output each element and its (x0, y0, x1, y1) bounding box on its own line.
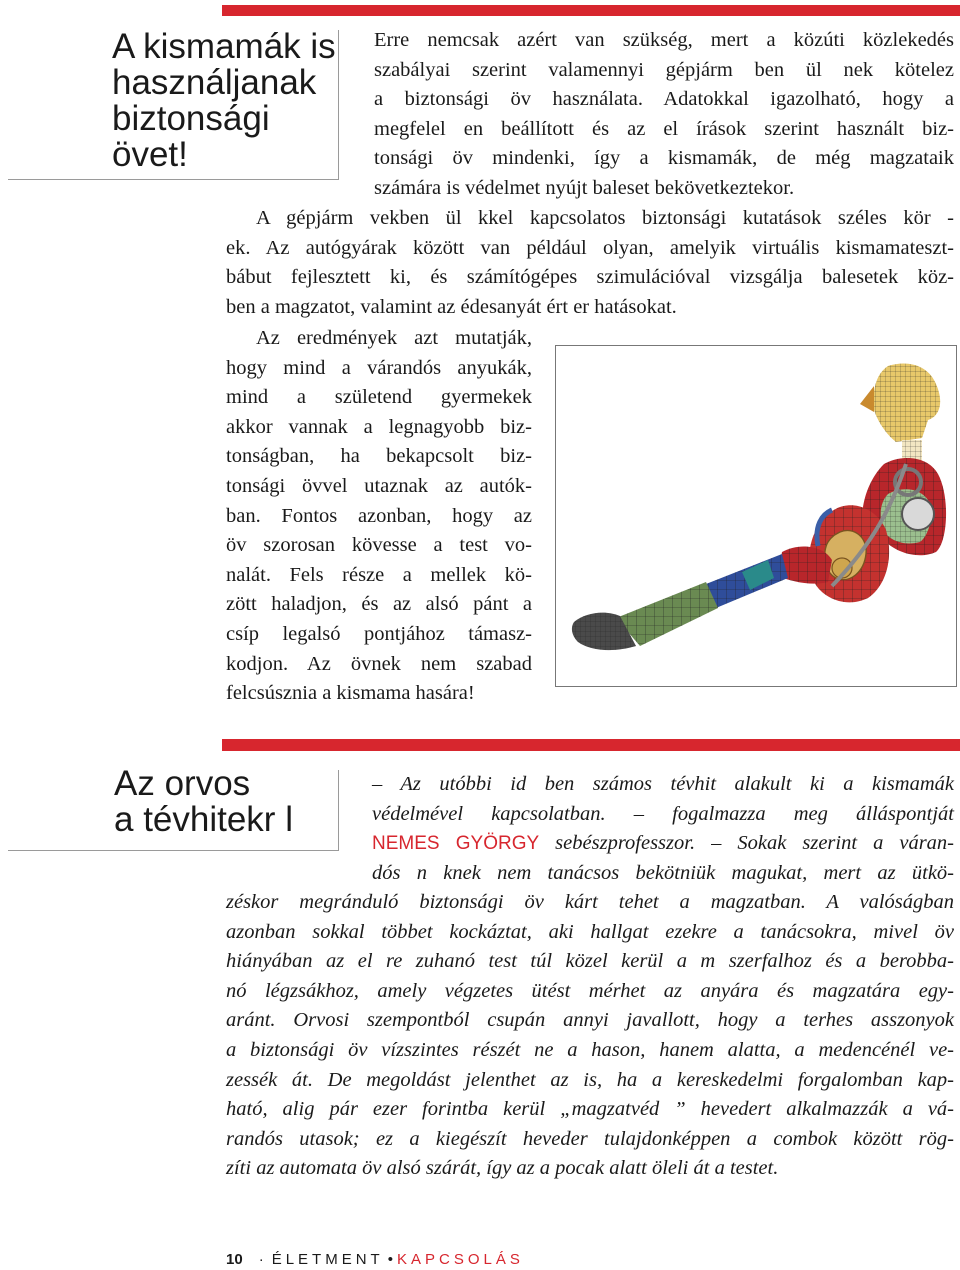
top-accent-bar (222, 5, 960, 16)
heading-1-vrule (338, 30, 339, 180)
article-heading-2: Az orvos a tévhitekr l (114, 764, 293, 839)
footer-separator: · (258, 1251, 264, 1268)
results-paragraph: Az eredmények azt mutatják, hogy mind a várandós anyukák, mind a születend gyermekek akkor vannak a legnagyobb biz- tonságban, ha bekapcsolt biz- tonsági övvel utaznak az autók- ban. Fontos azonban, hogy az öv szorosan kövesse a test vo- nalát. Fels része a mellek kö- zött haladjon, és az alsó pánt a csíp legalsó pontjához támasz- kodjon. Az övnek nem szabad felcsúsznia a kismama hasára! (226, 327, 532, 705)
intro-paragraph: Erre nemcsak azért van szükség, mert a közúti közlekedés szabályai szerint valamennyi gépjárm ben ül nek kötelez a biztonsági öv használata. Adatokkal igazolható, hogy a megfelel en beállított és az el írások szerint használt biz- tonsági öv mindenki, így a kismamák, de még magzataik számára is védelmet nyújt baleset bekövetkeztekor. (374, 29, 954, 199)
interview-paragraph-body: zéskor megránduló biztonsági öv kárt tehet a magzatban. A valóságban azonban sokkal többet kockáztat, aki hallgat ezekre a tanácsokra, mivel öv hiányában az el re zuhanó test túl közel kerül a m szerfalhoz és a berobba- nó légzsákhoz, amely végzetes ütést mérhet az anyára és magzatára egy- aránt. Orvosi szempontból csupán annyi javallott, hogy a terhes asszonyok a biztonsági öv vízszintes részét ne a hason, hanem alatta, a medencénél ve- zessék át. De megoldást jelenthet az is, ha a kereskedelmi forgalomban kap- ható, alig pár ezer forintba kerül „magzatvéd ” hevedert alkalmazzák a vá- randós utasok; ez a kiegészít heveder tulajdonképpen a combok között rög- zíti az automata öv alsó szárát, így az a pocak alatt öleli át a testet. (226, 891, 954, 1180)
magazine-name: ÉLETMENT (271, 1251, 384, 1268)
surgeon-name: NEMES GYÖRGY (372, 833, 540, 855)
heading-2-vrule (338, 770, 339, 851)
virtual-pregnant-dummy-illustration (556, 346, 956, 686)
heading-1-rule (8, 179, 338, 180)
article-heading-1: A kismamák is használjanak biztonsági övet! (112, 27, 336, 174)
page-footer (226, 1250, 524, 1270)
section-name: KAPCSOLÁS (396, 1251, 524, 1268)
interview-paragraph-head: – Az utóbbi id ben számos tévhit alakult ki a kismamák védelmével kapcsolatban. – fogalmazza meg álláspontját NEMES GYÖRGY sebészprofesszor. – Sokak szerint a váran- dós n knek nem tanácsos bekötniük magukat, mert az ütkö- (372, 773, 954, 884)
footer-dot: • (387, 1251, 393, 1268)
page-number: 10 (226, 1251, 243, 1268)
research-paragraph: A gépjárm vekben ül kkel kapcsolatos biztonsági kutatások széles kör - ek. Az autógyárak között van például olyan, amelyik virtuális kismamateszt- bábut fejlesztett ki, és számítógépes szimulációval vizsgálja balesetek köz- ben a magzatot, valamint az édesanyát ért er hatásokat. (226, 207, 954, 318)
crash-dummy-figure (555, 345, 957, 687)
heading-2-rule (8, 850, 338, 851)
section-2-accent-bar (222, 739, 960, 751)
